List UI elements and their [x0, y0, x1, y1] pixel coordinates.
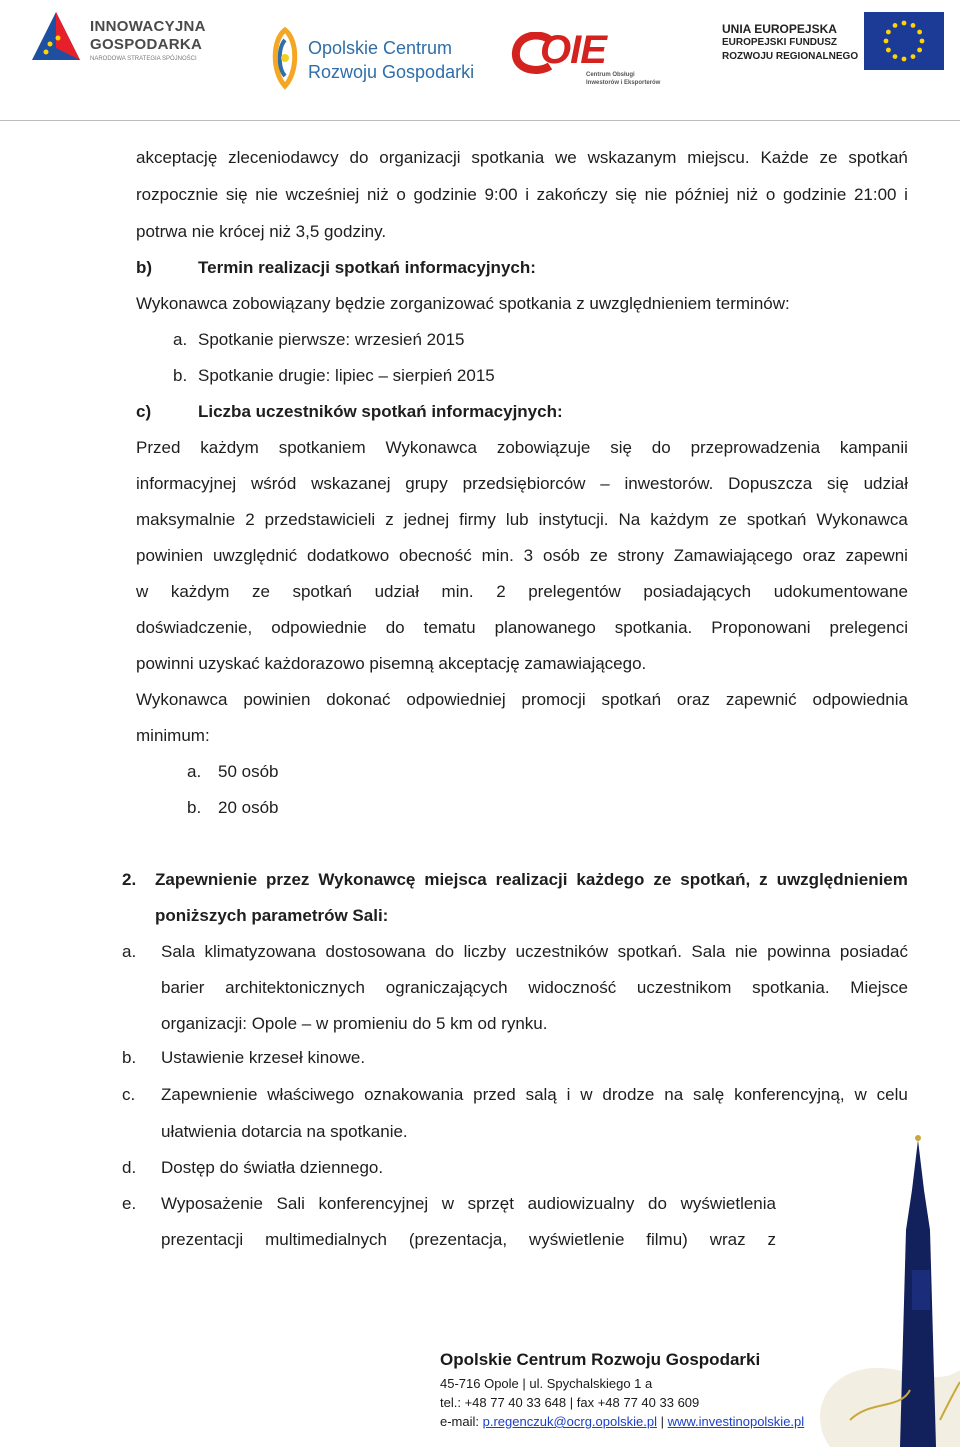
word: przez: [265, 870, 310, 889]
word: organizacji: [379, 148, 461, 167]
c-line-1: [136, 438, 908, 458]
c-line-7: powinni uzyskać każdorazowo pisemną akceptację zamawiającego.: [136, 654, 647, 673]
word: do: [349, 148, 369, 167]
word: miejsca: [424, 870, 487, 889]
c-line-5: [136, 582, 908, 602]
word: do: [648, 1194, 667, 1213]
word: w: [441, 1194, 455, 1213]
b-item-marker: b.: [173, 366, 188, 385]
word: zapewni: [845, 546, 908, 565]
word: ograniczających: [385, 978, 508, 997]
word: strony: [617, 546, 664, 565]
word: barier: [161, 978, 205, 997]
word: każdego: [576, 870, 645, 889]
word: wskazanej: [311, 474, 391, 493]
word: we: [555, 148, 577, 167]
word: 2: [496, 582, 506, 601]
word: o: [765, 185, 776, 204]
footer-website-link[interactable]: www.investinopolskie.pl: [667, 1414, 805, 1429]
word: realizacji: [495, 870, 568, 889]
c-item-marker: a.: [187, 762, 202, 781]
word: Wykonawca: [385, 438, 477, 457]
s2-item-marker: b.: [122, 1048, 137, 1067]
word: Przed: [136, 438, 181, 457]
coie-line2: Inwestorów i Eksporterów: [586, 80, 661, 86]
word: w: [136, 582, 149, 601]
word: 9:00: [484, 185, 518, 204]
word: ze: [819, 148, 838, 167]
c-item-text: 20 osób: [218, 798, 279, 817]
section-b-heading: Termin realizacji spotkań informacyjnych:: [198, 258, 536, 277]
word: Zapewnienie: [155, 870, 258, 889]
word: doświadczenie,: [136, 618, 253, 637]
s2-item-a-line-2: [161, 978, 908, 998]
word: niż: [366, 185, 389, 204]
word: (prezentacja,: [408, 1230, 508, 1249]
word: uczestnikom: [636, 978, 732, 997]
word: przedstawicieli: [264, 510, 376, 529]
word: odpowiedniej: [406, 690, 506, 709]
word: audiowizualny: [527, 1194, 635, 1213]
word: wśród: [250, 474, 297, 493]
word: godzinie: [413, 185, 477, 204]
section-c-label: c): [136, 402, 152, 421]
word: Sali: [276, 1194, 305, 1213]
word: odpowiednia: [812, 690, 908, 709]
word: Dopuszcza: [728, 474, 813, 493]
word: i: [904, 185, 908, 204]
word: się: [225, 185, 248, 204]
word: Zapewnienie: [161, 1085, 258, 1104]
s2-item-c-line-2: ułatwienia dotarcia na spotkanie.: [161, 1122, 408, 1141]
word: planowanego: [494, 618, 596, 637]
word: oznakowania: [364, 1085, 464, 1104]
word: nie: [734, 942, 758, 961]
footer-phone: tel.: +48 77 40 33 648 | fax +48 77 40 33 609: [440, 1395, 700, 1410]
word: prezentacji: [161, 1230, 244, 1249]
footer-contact-line: [440, 1414, 804, 1429]
word: udział: [374, 582, 419, 601]
section-b-text: Wykonawca zobowiązany będzie zorganizować spotkania z uwzględnieniem terminów:: [136, 294, 790, 313]
word: na: [664, 1085, 684, 1104]
word: widoczność: [528, 978, 617, 997]
word: zobowiązuje: [496, 438, 591, 457]
word: Wykonawca: [816, 510, 908, 529]
word: filmu): [646, 1230, 688, 1249]
word: liczby: [463, 942, 507, 961]
word: do: [435, 942, 455, 961]
word: wyświetlenie: [528, 1230, 625, 1249]
word: obecność: [399, 546, 472, 565]
s2-item-c-line-1: [161, 1085, 908, 1105]
section-2-heading-line-1: [155, 870, 908, 890]
word: dostosowana: [325, 942, 426, 961]
word: Każde: [760, 148, 809, 167]
header-divider: [0, 120, 960, 121]
ue-line1: UNIA EUROPEJSKA: [722, 22, 837, 36]
c-line-3: [136, 510, 908, 530]
s2-item-marker: e.: [122, 1194, 137, 1213]
word: posiadać: [839, 942, 908, 961]
coie-mark: OIE: [540, 28, 606, 72]
word: min.: [441, 582, 474, 601]
innowacyjna-gospodarka-emblem-icon: [28, 8, 84, 64]
word: sprzęt: [467, 1194, 514, 1213]
page-header: [0, 0, 960, 108]
word: ze: [251, 582, 270, 601]
word: spotkań,: [680, 870, 751, 889]
word: się: [615, 185, 637, 204]
word: multimedialnych: [265, 1230, 387, 1249]
section-c-heading: Liczba uczestników spotkań informacyjnych:: [198, 402, 563, 421]
word: spotkań: [848, 148, 908, 167]
logo-unia-europejska: [704, 6, 954, 76]
word: promocji: [521, 690, 586, 709]
word: –: [600, 474, 610, 493]
word: spotkania: [471, 148, 545, 167]
c-line-6: [136, 618, 908, 638]
word: każdym: [650, 510, 709, 529]
b-item-marker: a.: [173, 330, 188, 349]
innowacyjna-line2: GOSPODARKA: [90, 36, 203, 53]
word: grupy: [405, 474, 448, 493]
word: udział: [863, 474, 908, 493]
word: z: [759, 870, 768, 889]
s2-item-a-line-1: [161, 942, 908, 962]
word: oraz: [676, 690, 710, 709]
word: klimatyzowana: [204, 942, 317, 961]
word: rozpocznie: [136, 185, 219, 204]
word: Proponowani: [711, 618, 811, 637]
c-item-marker: b.: [187, 798, 202, 817]
word: inwestorów.: [624, 474, 714, 493]
word: dodatkowo: [306, 546, 390, 565]
word: Miejsce: [850, 978, 908, 997]
word: się: [827, 474, 849, 493]
section-2-heading-line-2: poniższych parametrów Sali:: [155, 906, 389, 925]
word: i: [566, 1085, 571, 1104]
word: 2: [245, 510, 255, 529]
word: z: [385, 510, 394, 529]
c-line-2: [136, 474, 908, 494]
footer-email-label: e-mail:: [440, 1414, 483, 1429]
word: Wykonawca: [136, 690, 228, 709]
word: zleceniodawcy: [228, 148, 339, 167]
word: spotkań: [601, 690, 662, 709]
word: o: [396, 185, 406, 204]
section-b-label: b): [136, 258, 153, 277]
b-item-text: Spotkanie pierwsze: wrzesień 2015: [198, 330, 465, 349]
c-line-9: minimum:: [136, 726, 210, 745]
word: każdym: [170, 582, 230, 601]
p1-line-1: [136, 148, 908, 168]
word: salę: [693, 1085, 725, 1104]
word: spotkań: [746, 510, 807, 529]
word: celu: [876, 1085, 908, 1104]
word: salą: [525, 1085, 557, 1104]
word: wyświetlenia: [680, 1194, 776, 1213]
word: do: [651, 438, 671, 457]
word: udokumentowane: [773, 582, 908, 601]
word: wskazanym: [587, 148, 677, 167]
word: do: [385, 618, 405, 637]
c-line-8: [136, 690, 908, 710]
word: w: [854, 1085, 867, 1104]
s2-item-e-line-1: [161, 1194, 776, 1214]
word: firmy: [459, 510, 496, 529]
word: prelegentów: [528, 582, 621, 601]
word: spotkania.: [614, 618, 693, 637]
logo-coie: [510, 28, 660, 98]
word: uwzględnieniem: [776, 870, 908, 889]
word: ze: [653, 870, 672, 889]
logo-ocrg: [268, 22, 475, 92]
s2-item-d-line-1: Dostęp do światła dziennego.: [161, 1158, 384, 1177]
c-line-4: [136, 546, 908, 566]
word: posiadających: [643, 582, 752, 601]
word: lub: [505, 510, 529, 529]
word: Wyposażenie: [161, 1194, 263, 1213]
s2-item-marker: a.: [122, 942, 137, 961]
word: Wykonawcę: [318, 870, 416, 889]
word: i: [525, 185, 529, 204]
ocrg-emblem-icon: [268, 26, 302, 90]
word: powinien: [136, 546, 204, 565]
ocrg-line2: Rozwoju Gospodarki: [308, 62, 475, 82]
s2-item-e-line-2: [161, 1230, 776, 1250]
logo-innowacyjna-gospodarka: [28, 8, 208, 68]
word: każdym: [200, 438, 259, 457]
word: wraz: [709, 1230, 746, 1249]
word: w: [580, 1085, 593, 1104]
word: przed: [473, 1085, 516, 1104]
word: zapewnić: [725, 690, 797, 709]
word: ze: [718, 510, 737, 529]
word: zakończy: [536, 185, 608, 204]
word: prelegenci: [829, 618, 908, 637]
word: nie: [644, 185, 668, 204]
word: z: [767, 1230, 776, 1249]
ocrg-line1: Opolskie Centrum: [308, 38, 453, 58]
word: właściwego: [267, 1085, 355, 1104]
footer-address: 45-716 Opole | ul. Spychalskiego 1 a: [440, 1376, 653, 1391]
word: informacyjnej: [136, 474, 237, 493]
word: spotkań.: [617, 942, 682, 961]
word: drodze: [602, 1085, 655, 1104]
word: niż: [736, 185, 759, 204]
word: spotkań: [292, 582, 353, 601]
word: odpowiednie: [271, 618, 367, 637]
ue-line2: EUROPEJSKI FUNDUSZ: [722, 37, 838, 48]
s2-item-b-line-1: Ustawienie krzeseł kinowe.: [161, 1048, 366, 1067]
coie-line1: Centrum Obsługi: [586, 72, 635, 78]
word: Na: [618, 510, 641, 529]
word: nie: [255, 185, 278, 204]
ue-line3: ROZWOJU REGIONALNEGO: [722, 51, 859, 62]
c-item-text: 50 osób: [218, 762, 279, 781]
footer-separator: |: [656, 1414, 668, 1429]
word: Sala: [161, 942, 196, 961]
word: tematu: [423, 618, 476, 637]
word: się: [610, 438, 632, 457]
word: ze: [589, 546, 608, 565]
spire-decoration-icon: [790, 1120, 960, 1447]
word: Sala: [691, 942, 726, 961]
word: powinien: [243, 690, 311, 709]
s2-item-a-line-3: organizacji: Opole – w promieniu do 5 km od rynku.: [161, 1014, 548, 1033]
footer-email-link[interactable]: p.regenczuk@ocrg.opolskie.pl: [482, 1414, 657, 1429]
innowacyjna-line1: INNOWACYJNA: [90, 18, 206, 35]
p1-line-3: potrwa nie krócej niż 3,5 godziny.: [136, 222, 387, 241]
innowacyjna-line3: NARODOWA STRATEGIA SPÓJNOŚCI: [90, 56, 197, 62]
word: powinna: [767, 942, 831, 961]
word: instytucji.: [538, 510, 609, 529]
word: oraz: [802, 546, 836, 565]
word: spotkaniem: [278, 438, 366, 457]
s2-item-marker: d.: [122, 1158, 137, 1177]
word: osób: [542, 546, 580, 565]
word: miejscu.: [687, 148, 750, 167]
word: uczestników: [515, 942, 609, 961]
word: jednej: [403, 510, 450, 529]
s2-item-marker: c.: [122, 1085, 136, 1104]
eu-flag-icon: [864, 12, 944, 70]
word: przeprowadzenia: [690, 438, 821, 457]
word: spotkania.: [752, 978, 830, 997]
word: konferencyjną,: [734, 1085, 845, 1104]
p1-line-2: [136, 185, 908, 205]
word: 21:00: [853, 185, 897, 204]
word: architektonicznych: [225, 978, 366, 997]
word: akceptację: [136, 148, 218, 167]
word: wcześniej: [285, 185, 360, 204]
word: min.: [481, 546, 514, 565]
word: maksymalnie: [136, 510, 236, 529]
word: 3: [523, 546, 534, 565]
section-2-number: 2.: [122, 870, 137, 889]
b-item-text: Spotkanie drugie: lipiec – sierpień 2015: [198, 366, 495, 385]
word: uwzględnić: [212, 546, 298, 565]
footer-org-name: Opolskie Centrum Rozwoju Gospodarki: [440, 1350, 761, 1369]
word: konferencyjnej: [318, 1194, 429, 1213]
word: Zamawiającego: [673, 546, 793, 565]
word: godzinie: [782, 185, 847, 204]
word: kampanii: [839, 438, 908, 457]
word: dokonać: [326, 690, 391, 709]
word: przedsiębiorców: [462, 474, 586, 493]
word: później: [674, 185, 729, 204]
